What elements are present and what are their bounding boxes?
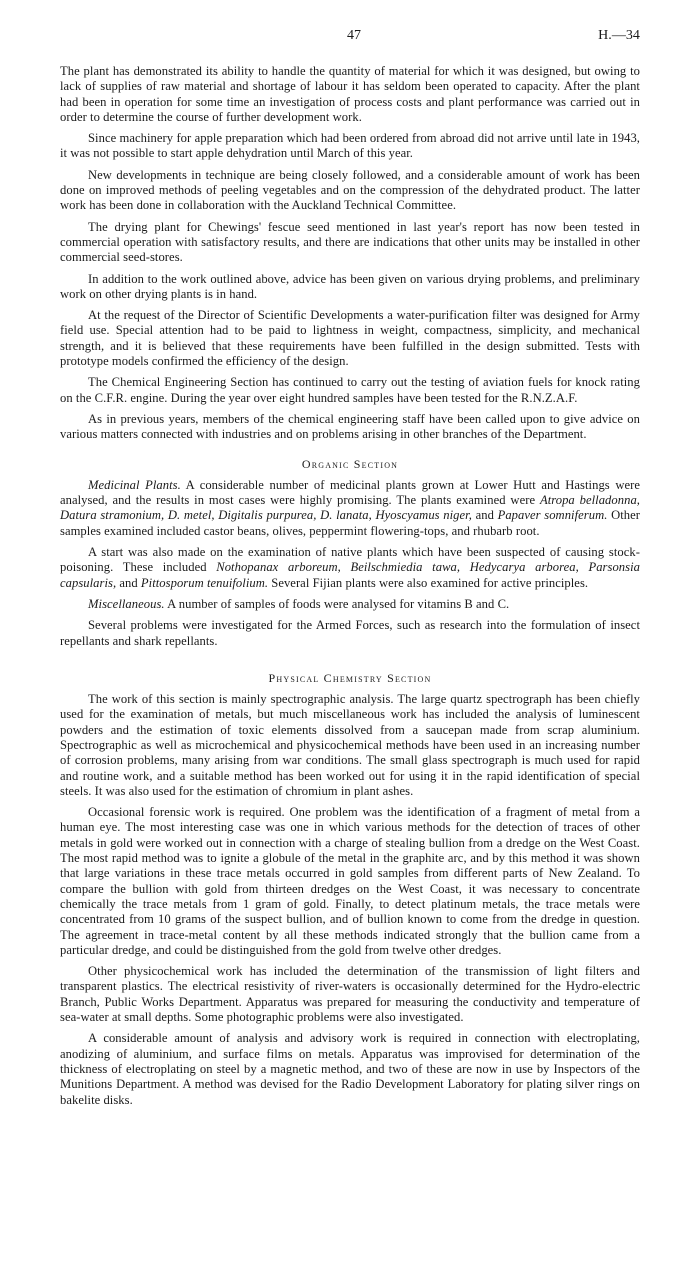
paragraph-new-developments: New developments in technique are being closely followed, and a considerable amount of work has been done on improved methods of peeling vegetables and on the compression of the dehydrated product. The latter work has been done in collaboration with the Auckland Technical Committee. [60, 167, 640, 213]
miscellaneous-label: Miscellaneous. [88, 596, 165, 611]
paragraph-plant-capacity: The plant has demonstrated its ability to handle the quantity of material for which it was designed, but owing to lack of supplies of raw material and shortage of labour it has seldom been operated to capacity. After the plant had been in operation for some time an investigation of process costs and plant performance was carried out in order to determine the course of further development work. [60, 64, 640, 124]
paragraph-armed-forces: Several problems were investigated for the Armed Forces, such as research into the formulation of insect repellants and shark repellants. [60, 618, 640, 648]
native-species-1: Nothopanax arboreum, Beilschmiedia tawa, Hedycarya arborea, Parsonsia capsularis, [60, 560, 641, 590]
paragraph-advisory-work: As in previous years, members of the chemical engineering staff have been called upon to give advice on various matters connected with industries and on problems arising in other branches of the Department. [60, 411, 640, 442]
paragraph-drying-plant-fescue: The drying plant for Chewings' fescue seed mentioned in last year's report has now been tested in commercial operation with satisfactory results, and there are indications that other units may be installed in other commercial seed-stores. [60, 219, 640, 265]
paragraph-physicochemical-work: Other physicochemical work has included the determination of the transmission of light filters and transparent plastics. The electrical resistivity of river-waters is occasionally determined for the Hydro-electric Branch, Public Works Department. Apparatus was prepared for measuring the conductivity and temperature of sea-water at small depths. Some photographic problems were also investigated. [60, 964, 640, 1025]
paragraph-medicinal-plants [60, 478, 640, 539]
page-number: 47 [347, 28, 362, 43]
paragraph-water-filter: At the request of the Director of Scientific Developments a water-purification filter was designed for Army field use. Special attention had to be paid to lightness in weight, compactness, simplicity, and mechanical strength, and it is believed that these requirements have been fulfilled in the design submitted. Tests with prototype models confirmed the efficiency of the design. [60, 308, 640, 369]
miscellaneous-text: A number of samples of foods were analysed for vitamins B and C. [164, 596, 510, 611]
physical-chemistry-section-heading: Physical Chemistry Section [268, 670, 432, 685]
medicinal-plants-label: Medicinal Plants. [88, 477, 181, 492]
organic-section-heading: Organic Section [301, 456, 399, 471]
paragraph-spectrographic-analysis: The work of this section is mainly spectrographic analysis. The large quartz spectrograph has been chiefly used for the examination of metals, but much miscellaneous work has included the analysis of luminescent powders and the estimation of toxic elements dissolved from a saucepan made from scrap aluminium. Spectrographic as well as microchemical and physicochemical methods have been used in an increasing number of corrosion problems, many arising from war conditions. The small glass spectrograph is much used for rapid and routine work, and a suitable method has been worked out for using it in the rapid identification of special steels. It was also used for the estimation of chromium in plant ashes. [60, 692, 640, 798]
medicinal-species-1: Atropa belladonna, Datura stramonium, D. metel, Digitalis purpurea, D. lanata, Hyoscyamus niger, [60, 493, 640, 523]
intro-section [60, 64, 640, 443]
medicinal-species-2: Papaver somniferum. [497, 508, 608, 523]
native-text-2: and [116, 575, 141, 590]
native-text-3: Several Fijian plants were also examined for active principles. [268, 575, 589, 590]
medicinal-text-2: and [471, 508, 498, 523]
paragraph-forensic-work: Occasional forensic work is required. One problem was the identification of a fragment of metal from a human eye. The most interesting case was one in which various methods for the detection of traces of other metals in gold were worked out in connection with a charge of stealing bullion from a dredge on the West Coast. The most rapid method was to ignite a globule of the metal in the graphite arc, and by this method it was shown that large variations in these trace metals occurred in gold samples from different parts of New Zealand. To compare the bullion with gold from thirteen dredges on the West Coast, it was necessary to concentrate chemically the trace metals from 1 gram of gold. Finally, to detect platinum metals, the trace metals were concentrated from 10 grams of the suspect bullion, and of bullion known to come from the dredge in question. The agreement in trace-metal content by all these methods indicated strongly that the bullion came from a particular dredge, and could be distinguished from the gold from twelve other dredges. [60, 805, 640, 957]
medicinal-text-3: Other samples examined included castor beans, olives, peppermint flowering-tops, and rhubarb root. [60, 508, 641, 538]
native-text-1: A start was also made on the examination of native plants which have been suspected of causing stock-poisoning. These included [60, 545, 640, 575]
paragraph-miscellaneous [60, 597, 640, 612]
document-reference: H.—34 [598, 28, 640, 43]
paragraph-native-plants [60, 545, 640, 591]
paragraph-apple-machinery: Since machinery for apple preparation which had been ordered from abroad did not arrive until late in 1943, it was not possible to start apple dehydration until March of this year. [60, 131, 640, 161]
paragraph-aviation-fuels: The Chemical Engineering Section has continued to carry out the testing of aviation fuels for knock rating on the C.F.R. engine. During the year over eight hundred samples have been tested for the R.N.Z.A.F. [60, 375, 640, 405]
native-species-2: Pittosporum tenuifolium. [140, 575, 269, 590]
page-header [60, 28, 640, 64]
paragraph-electroplating: A considerable amount of analysis and advisory work is required in connection with electroplating, anodizing of aluminium, and surface films on metals. Apparatus was improvised for determination of the thickness of electroplating on steel by a magnetic method, and two of these are now in use by Inspectors of the Munitions Department. A method was devised for the Radio Development Laboratory for plating silver rings on bakelite disks. [60, 1031, 640, 1107]
medicinal-text-1: A considerable number of medicinal plants grown at Lower Hutt and Hastings were analysed, and the results in most cases were highly promising. The plants examined were [60, 477, 640, 508]
paragraph-drying-advice: In addition to the work outlined above, advice has been given on various drying problems, and preliminary work on other drying plants is in hand. [60, 271, 640, 301]
